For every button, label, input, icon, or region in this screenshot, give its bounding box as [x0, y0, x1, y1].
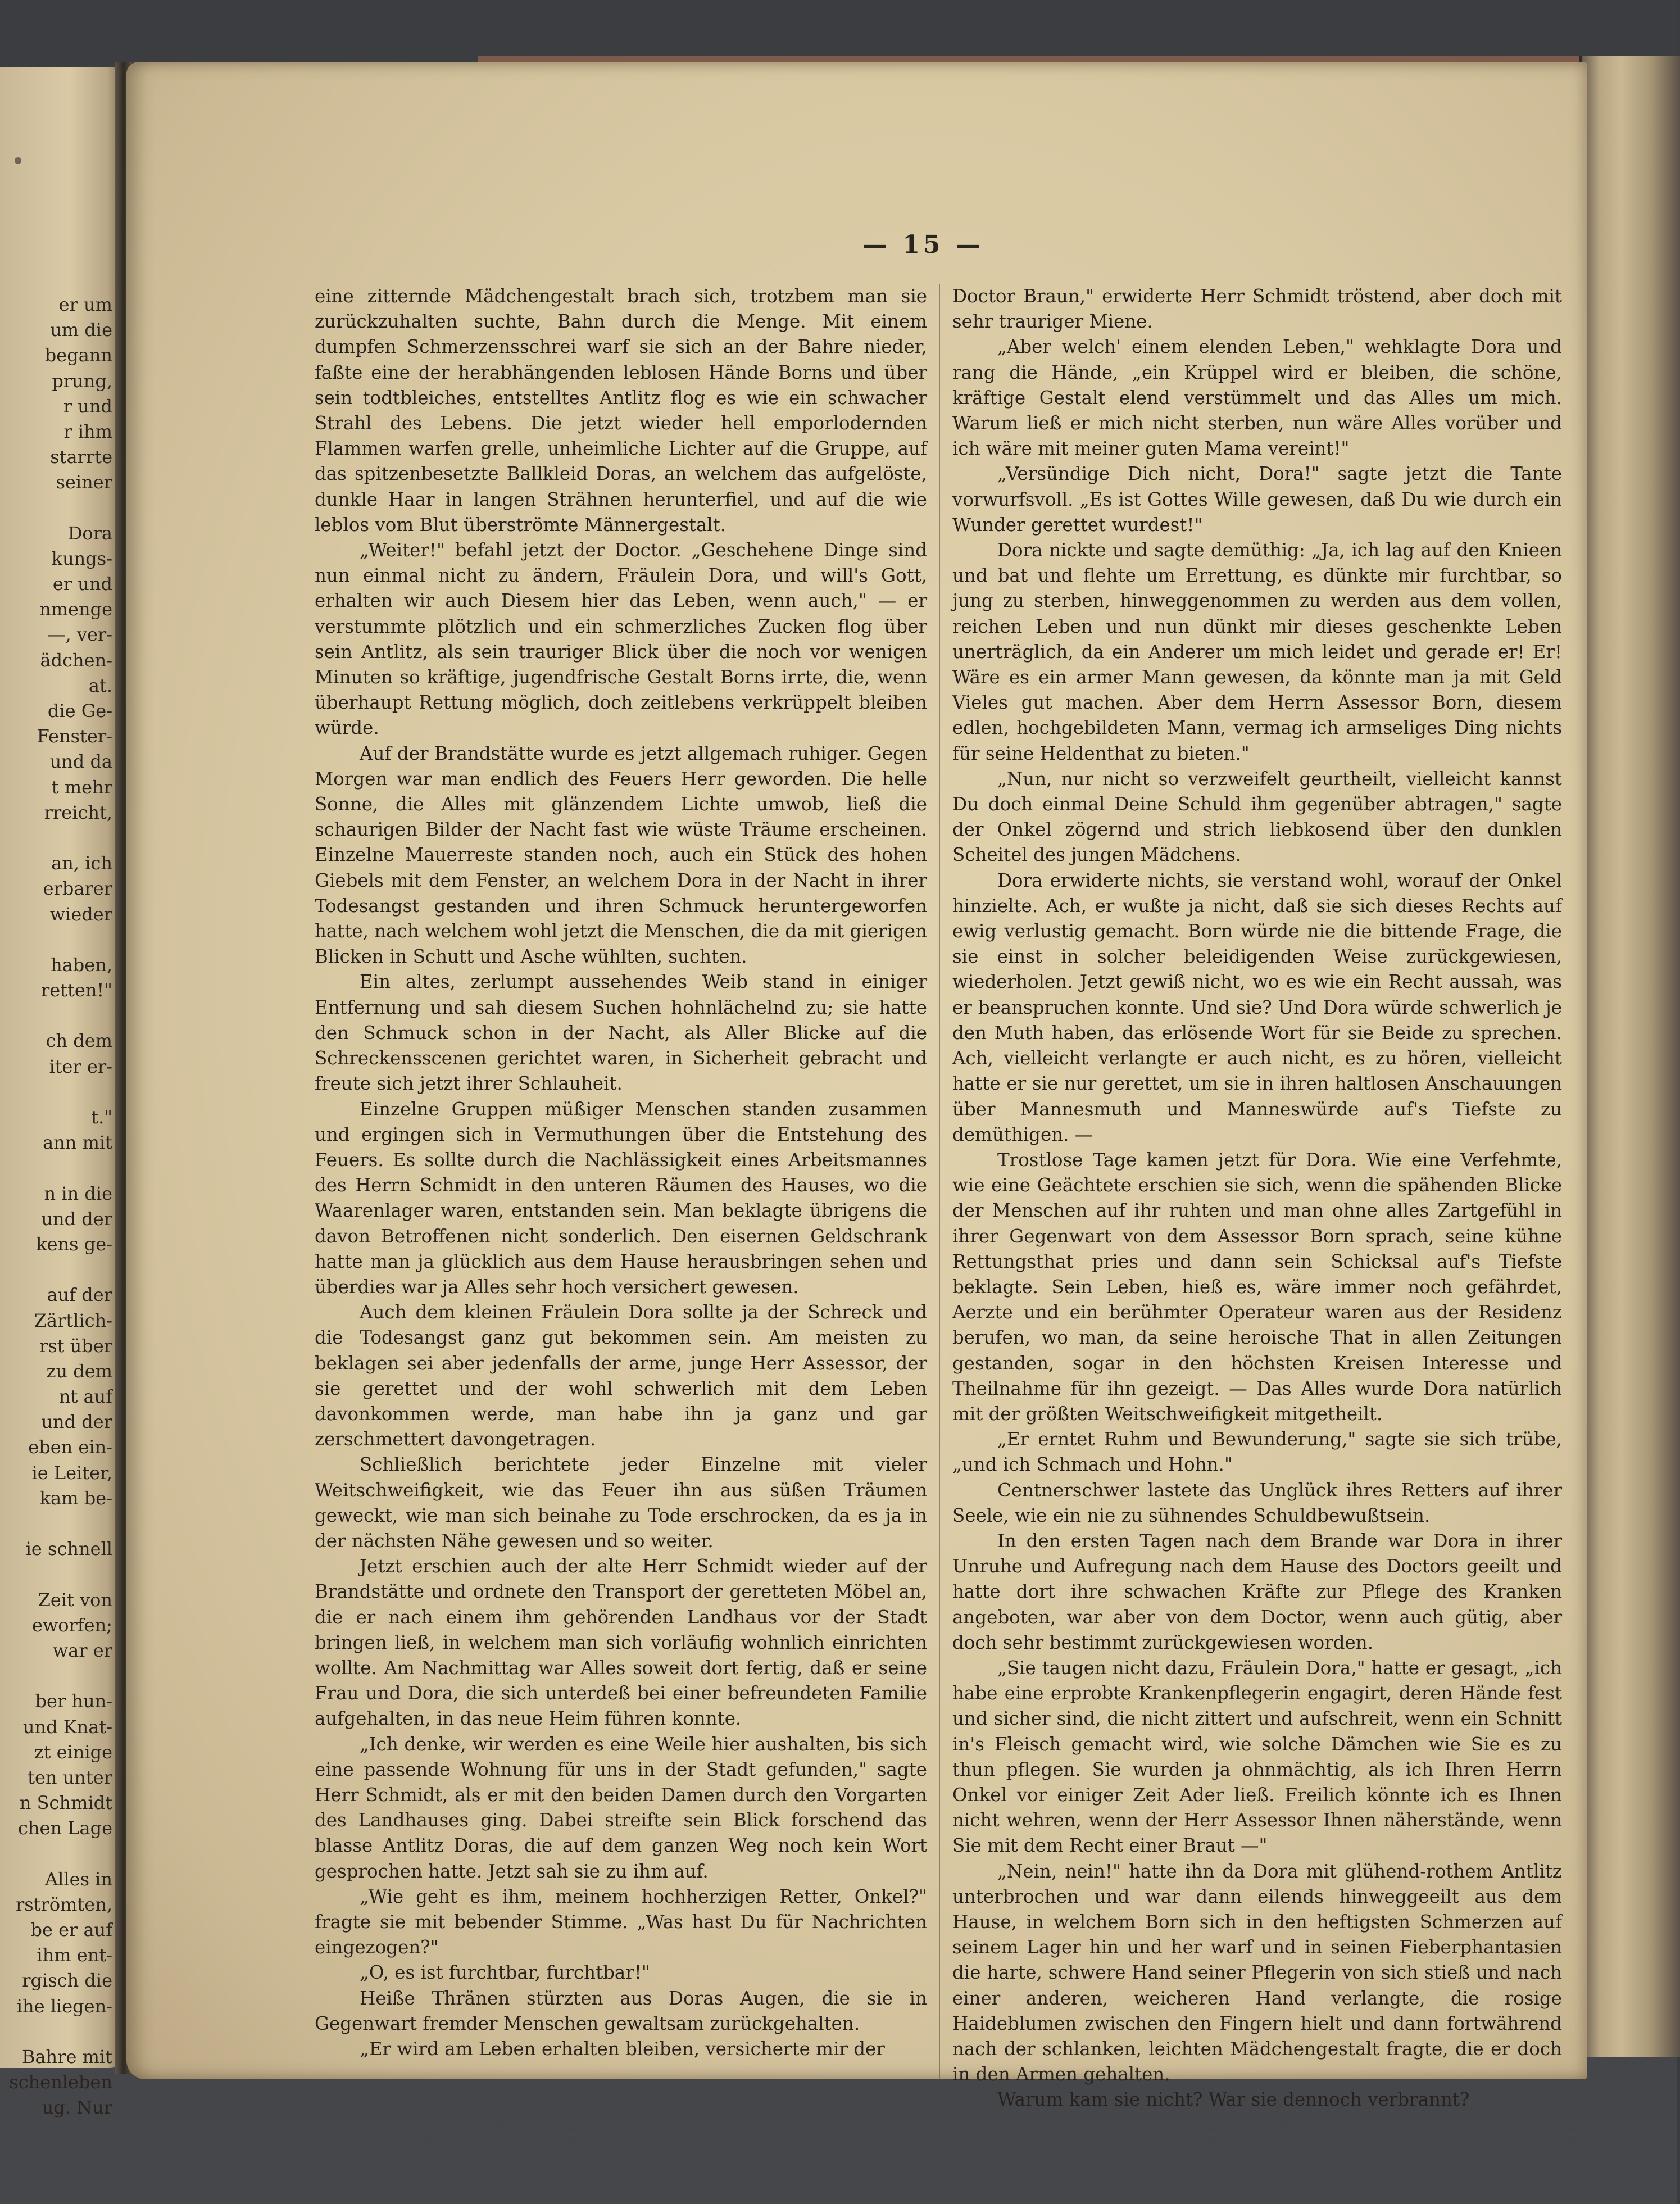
left-page-line: haben, — [51, 954, 112, 976]
left-page-line: —, ver- — [47, 624, 112, 646]
paragraph: Schließlich berichtete jeder Einzelne mit vieler Weitschweifigkeit, wie das Feuer ihn aus süßen Träumen geweckt, wie man sich beinahe zu Tode erschrocken, da es ja in der nächsten Nähe gewesen und so weiter. — [315, 1454, 927, 1552]
left-page-line: zu dem — [46, 1360, 112, 1382]
paragraph: „Versündige Dich nicht, Dora!" sagte jetzt die Tante vorwurfsvoll. „Es ist Gottes Wille gewesen, daß Du wie durch ein Wunder gerettet wurdest!" — [952, 463, 1562, 536]
left-page-line: und da — [49, 751, 112, 773]
left-page-line: und der — [41, 1208, 112, 1230]
left-page-line: erbarer — [43, 878, 112, 900]
paragraph: Jetzt erschien auch der alte Herr Schmidt wieder auf der Brandstätte und ordnete den Transport der geretteten Möbel an, die er nach einem ihm gehörenden Landhaus vor der Stadt bringen ließ, in welchem man sich vorläufig wohnlich einrichten wollte. Am Nachmittag war Alles soweit dort fertig, daß er seine Frau und Dora, die sich unterdeß bei einer befreundeten Familie aufgehalten, in das neue Heim führen konnte. — [315, 1556, 927, 1730]
left-page-line: und der — [41, 1411, 112, 1433]
left-page-line: und Knat- — [22, 1716, 112, 1738]
paragraph: Auf der Brandstätte wurde es jetzt allgemach ruhiger. Gegen Morgen war man endlich des Feuers Herr geworden. Die helle Sonne, die Alles mit glänzendem Lichte umwob, ließ die schaurigen Bilder der Nacht fast wie wüste Träume erscheinen. Einzelne Mauerreste standen noch, auch ein Stück des hohen Giebels mit dem Fenster, an welchem Dora in der Nacht in ihrer Todesangst gestanden und ihren Schmuck heruntergeworfen hatte, nach welchem wohl jetzt die Menschen, die da mit gierigen Blicken in Schutt und Asche wühlten, suchten. — [315, 742, 927, 968]
paragraph: „Er erntet Ruhm und Bewunderung," sagte sie sich trübe, „und ich Schmach und Hohn." — [952, 1428, 1562, 1476]
left-page-line: war er — [52, 1639, 112, 1661]
left-page-line: at. — [88, 674, 112, 696]
page-stack-edge — [1579, 56, 1680, 2057]
left-page-line — [0, 826, 112, 851]
paragraph: Dora nickte und sagte demüthig: „Ja, ich lag auf den Knieen und bat und flehte um Errettung, es dünkte mir furchtbar, so jung zu sterben, hinweggenommen zu werden aus dem vollen, reichen Leben und nun dünkt mir dieses geschenkte Leben unerträglich, da ein Anderer um mich leidet und gerade er! Er! Wäre es ein armer Mann gewesen, da könnte man ja mit Geld Vieles gut machen. Aber dem Herrn Assessor Born, diesem edlen, hochgebildeten Mann, vermag ich armseliges Ding nichts für seine Heldenthat zu bieten." — [952, 539, 1562, 764]
left-page-line: retten!" — [40, 979, 112, 1001]
left-page-line: prung, — [52, 370, 112, 392]
left-page-line: t." — [91, 1106, 112, 1128]
left-page-text — [0, 292, 112, 2121]
left-page-line — [0, 1663, 112, 1689]
left-page-line — [0, 1257, 112, 1282]
left-page-line: kungs- — [51, 547, 112, 569]
left-page-line: n in die — [44, 1182, 112, 1204]
left-page-line: er um — [58, 294, 112, 315]
paragraph: „Er wird am Leben erhalten bleiben, versicherte mir der — [360, 2038, 885, 2060]
paragraph: In den ersten Tagen nach dem Brande war Dora in ihrer Unruhe und Aufregung nach dem Hause des Doctors geeilt und hatte dort ihre schwachen Kräfte zur Pflege des Kranken angeboten, war aber von dem Doctor, wenn auch gütig, aber doch sehr bestimmt zurückgewiesen worden. — [952, 1530, 1562, 1653]
left-page-line: eben ein- — [28, 1436, 112, 1458]
left-page-line: ädchen- — [40, 649, 112, 671]
left-page-line: ie schnell — [25, 1538, 112, 1560]
left-page-line: r und — [63, 395, 112, 417]
paragraph: „Nein, nein!" hatte ihn da Dora mit glühend-rothem Antlitz unterbrochen und war dann eilends hinweggeeilt aus dem Hause, in welchem Born sich in den heftigsten Schmerzen auf seinem Lager hin und her warf und in seinen Fieberphantasien die harte, schwere Hand seiner Pflegerin von sich stieß und nach einer anderen, weicheren Hand verlangte, die rosige Haideblumen zwischen den Fingern hielt und dann fortwährend nach der schlanken, leichten Mädchengestalt fragte, die er doch in den Armen gehalten. — [952, 1860, 1562, 2085]
left-page-line: schenleben — [9, 2071, 112, 2093]
left-page-line — [0, 1003, 112, 1028]
paragraph: Auch dem kleinen Fräulein Dora sollte ja der Schreck und die Todesangst ganz gut bekommen sein. Am meisten zu beklagen sei aber jedenfalls der arme, junge Herr Assessor, der sie gerettet und der wohl schwerlich mit dem Leben davonkommen werde, man habe ihn ja ganz und gar zerschmettert davongetragen. — [315, 1301, 927, 1450]
left-page-line: um die — [50, 319, 112, 341]
left-page-line: Zeit von — [38, 1589, 112, 1611]
left-page-line: Alles in — [45, 1868, 112, 1890]
left-page-line: an, ich — [51, 852, 112, 874]
paragraph: Heiße Thränen stürzten aus Doras Augen, die sie in Gegenwart fremder Menschen gewaltsam zurückgehalten. — [315, 1987, 927, 2034]
left-page-line: ug. Nur — [42, 2097, 112, 2119]
left-page-line: rströmten, — [15, 1893, 112, 1915]
left-page-line: ten unter — [28, 1766, 112, 1788]
left-page-line — [0, 1841, 112, 1866]
paragraph: Dora erwiderte nichts, sie verstand wohl, worauf der Onkel hinzielte. Ach, er wußte ja nicht, daß sie sich dieses Rechts auf ewig verlustig gemacht. Born würde nie die bittende Frage, die sie einst in solcher beleidigenden Weise zurückgewiesen, wiederholen. Jetzt gewiß nicht, wo es wie ein Recht aussah, was er beanspruchen konnte. Und sie? Und Dora würde schwerlich je den Muth haben, das erlösende Wort für sie Beide zu sprechen. Ach, vielleicht verlangte er auch nicht, es zu hören, vielleicht hatte er sie nur gerettet, um sie in ihren haltlosen Anschauungen über Mannesmuth und Manneswürde auf's Tiefste zu demüthigen. — — [952, 869, 1562, 1145]
left-page-line: ie Leiter, — [31, 1462, 112, 1484]
left-page-line — [0, 496, 112, 521]
left-page-line: starrte — [50, 446, 112, 468]
left-page — [0, 67, 126, 2119]
left-page-line: auf der — [47, 1284, 112, 1306]
left-page-line: kens ge- — [36, 1233, 112, 1255]
left-page-line: ch dem — [46, 1030, 112, 1052]
left-page-line: ber hun- — [35, 1690, 112, 1712]
paragraph: „Weiter!" befahl jetzt der Doctor. „Geschehene Dinge sind nun einmal nicht zu ändern, Fräulein Dora, und will's Gott, erhalten wir auch Diesem hier das Leben, wenn auch," — er verstummte plötzlich und ein schmerzliches Zucken flog über sein Antlitz, als sein trauriger Blick über die noch vor wenigen Minuten so kräftige, jugendfrische Gestalt Borns irrte, die, wenn überhaupt Rettung möglich, doch zeitlebens verkrüppelt bleiben würde. — [315, 539, 927, 739]
left-page-line — [0, 1511, 112, 1536]
left-page-line — [0, 1155, 112, 1181]
left-page-line: t mehr — [51, 776, 112, 798]
left-page-line: Zärtlich- — [34, 1309, 112, 1331]
page-speck — [15, 157, 21, 164]
paragraph: Trostlose Tage kamen jetzt für Dora. Wie eine Verfehmte, wie eine Geächtete erschien sie sich, wenn die spähenden Blicke der Menschen auf ihr ruhten und man ohne alles Zartgefühl in ihrer Gegenwart von dem Assessor Born sprach, seine kühne Rettungsthat pries und dann sein Schicksal auf's Tiefste beklagte. Sein Leben, hieß es, wäre immer noch gefährdet, Aerzte und ein berühmter Operateur waren aus der Residenz berufen, wo man, da seine heroische That in allen Zeitungen gestanden, sogar in den höchsten Kreisen Interesse und Theilnahme für ihn gezeigt. — Das Alles wurde Dora natürlich mit der größten Weitschweifigkeit mitgetheilt. — [952, 1149, 1562, 1425]
column-rule — [939, 284, 940, 2082]
paragraph: Doctor Braun," erwiderte Herr Schmidt tröstend, aber doch mit sehr trauriger Miene. — [952, 285, 1562, 333]
paragraph: „Wie geht es ihm, meinem hochherzigen Retter, Onkel?" fragte sie mit bebender Stimme. „Was hast Du für Nachrichten eingezogen?" — [315, 1885, 927, 1958]
left-page-line — [0, 927, 112, 953]
paragraph: Einzelne Gruppen müßiger Menschen standen zusammen und ergingen sich in Vermuthungen über die Entstehung des Feuers. Es sollte durch die Nachlässigkeit eines Arbeitsmannes des Herrn Schmidt in den unteren Räumen des Hauses, wo die Waarenlager waren, entstanden sein. Man beklagte übrigens die davon Betroffenen nicht sonderlich. Den eisernen Geldschrank hatte man ja glücklich aus dem Hause herausbringen sehen und überdies war ja Alles sehr hoch versichert gewesen. — [315, 1098, 927, 1298]
left-page-line: Dora — [67, 522, 112, 544]
paragraph: „Sie taugen nicht dazu, Fräulein Dora," hatte er gesagt, „ich habe eine erprobte Krankenpflegerin engagirt, deren Hände fest und sicher sind, die nicht zittert und aufschreit, wenn ein Schnitt in's Fleisch gemacht wird, wie solche Dämchen wie Sie es zu thun pflegen. Sie wurden ja ohnmächtig, als ich Ihren Herrn Onkel vor einiger Zeit Ader ließ. Freilich könnte ich es Ihnen nicht wehren, wenn der Herr Assessor Ihnen näherstände, wenn Sie mit dem Recht einer Braut —" — [952, 1657, 1562, 1857]
left-page-line — [0, 1562, 112, 1587]
left-page-line: rreicht, — [44, 801, 112, 823]
left-page-line: iter er- — [49, 1055, 112, 1077]
text-column-right — [952, 284, 1562, 2113]
paragraph: eine zitternde Mädchengestalt brach sich, trotzbem man sie zurückzuhalten suchte, Bahn durch die Menge. Mit einem dumpfen Schmerzensschrei warf sie sich an der Bahre nieder, faßte eine der herabhängenden leblosen Hände Borns und über sein todtbleiches, entstelltes Antlitz flog es wie ein schwacher Strahl des Lebens. Die jetzt wieder hell emporlodernden Flammen warfen grelle, unheimliche Lichter auf die Gruppe, auf das spitzenbesetzte Ballkleid Doras, an welchem das aufgelöste, dunkle Haar in langen Strähnen herunterfiel, und auf die wie leblos vom Blut überströmte Männergestalt. — [315, 285, 927, 536]
left-page-line: er und — [52, 573, 112, 595]
page-number: — 15 — — [862, 230, 984, 259]
left-page-line: rst über — [39, 1335, 112, 1357]
left-page-line: nmenge — [39, 598, 112, 620]
paragraph: „Aber welch' einem elenden Leben," wehklagte Dora und rang die Hände, „ein Krüppel wird er bleiben, die schöne, kräftige Gestalt elend verstümmelt und das Alles um mich. Warum ließ er mich nicht sterben, nun wäre Alles vorüber und ich wäre mit meiner guten Mama vereint!" — [952, 336, 1562, 460]
left-page-line: be er auf — [30, 1919, 112, 1940]
left-page-line: kam be- — [39, 1487, 112, 1509]
left-page-line: die Ge- — [47, 700, 112, 722]
left-page-line: eworfen; — [31, 1614, 112, 1636]
left-page-line: zt einige — [34, 1741, 112, 1763]
left-page-line: ann mit — [43, 1132, 112, 1154]
left-page-line: wieder — [49, 903, 112, 925]
left-page-line — [0, 1080, 112, 1105]
left-page-line: seiner — [56, 471, 112, 493]
right-page — [126, 62, 1587, 2111]
left-page-line — [0, 2019, 112, 2044]
paragraph: „Ich denke, wir werden es eine Weile hier aushalten, bis sich eine passende Wohnung für uns in der Stadt gefunden," sagte Herr Schmidt, als er mit den beiden Damen durch den Vorgarten des Landhauses ging. Dabei streifte sein Blick forschend das blasse Antlitz Doras, die auf dem ganzen Weg noch kein Wort gesprochen hatte. Jetzt sah sie zu ihm auf. — [315, 1733, 927, 1882]
left-page-line: begann — [44, 344, 112, 366]
paragraph: Ein altes, zerlumpt aussehendes Weib stand in einiger Entfernung und sah diesem Suchen hohnlächelnd zu; sie hatte den Schmuck schon in der Nacht, als Aller Blicke auf die Schreckensscenen gerichtet waren, in Sicherheit gebracht und freute sich jetzt ihrer Schlauheit. — [315, 971, 927, 1095]
text-column-left — [315, 284, 927, 2062]
paragraph: „Nun, nur nicht so verzweifelt geurtheilt, vielleicht kannst Du doch einmal Deine Schuld ihm gegenüber abtragen," sagte der Onkel zögernd und strich liebkosend über den dunklen Scheitel des jungen Mädchens. — [952, 768, 1562, 866]
left-page-line: ihm ent- — [37, 1944, 112, 1966]
left-page-line: nt auf — [58, 1386, 112, 1408]
left-page-line: r ihm — [63, 420, 112, 442]
left-page-line: chen Lage — [18, 1817, 112, 1839]
left-page-line: Fenster- — [37, 725, 112, 747]
paragraph: Centnerschwer lastete das Unglück ihres Retters auf ihrer Seele, wie ein nie zu sühnendes Schuldbewußtsein. — [952, 1479, 1562, 1526]
paragraph: „O, es ist furchtbar, furchtbar!" — [360, 1962, 650, 1984]
left-page-line: n Schmidt — [19, 1792, 112, 1814]
paragraph: Warum kam sie nicht? War sie dennoch verbrannt? — [997, 2089, 1470, 2111]
left-page-line: rgisch die — [22, 1970, 112, 1992]
left-page-line: Bahre mit — [21, 2046, 112, 2067]
left-page-line: ihe liegen- — [16, 1995, 112, 2017]
